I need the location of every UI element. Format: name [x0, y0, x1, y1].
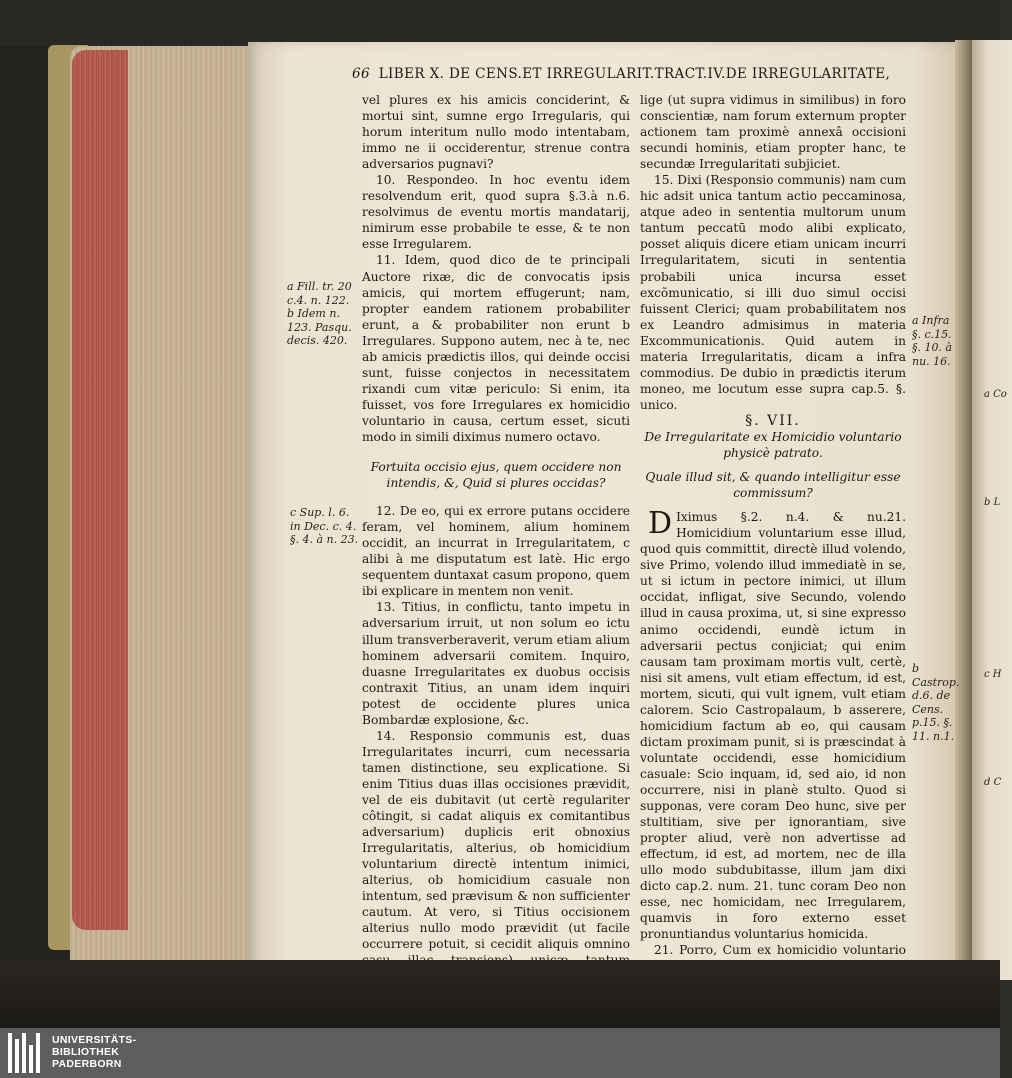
red-sprinkled-edge	[72, 50, 128, 930]
facing-page-margin-text: b L	[984, 497, 1001, 508]
right-text-column	[640, 92, 906, 1007]
paragraph-with-drop-cap	[640, 506, 906, 942]
paragraph: 11. Idem, quod dico de te principali Auctore rixæ, dic de convocatis ipsis amicis, qui mortem effugerunt; nam, propter eandem rationem probabiliter erunt, a & probabiliter non erunt b Irregulares. Suppono autem, nec à te, nec ab amicis prædictis illos, qui deinde occisi sunt, fuisse conjectos in necessitatem rixandi cum vitæ periculo: Si enim, ita fuisset, vos fore Irregulares ex homicidio voluntario in causa, certum esset, sicuti modo in simili diximus numero octavo.	[362, 253, 630, 444]
section-heading: De Irregularitate ex Homicidio voluntario physicè patrato.	[644, 429, 902, 461]
paragraph: 14. Responsio communis est, duas Irregularitates incurri, cum necessaria tamen distinctione, seu explicatione. Si enim Titius duas illas occisiones prævidit, vel de eis dubitavit (ut certè regulariter côtingit, si cadat aliquis ex comitantibus adversarium) duplicis erit obnoxius Irregularitatis, alterius, ob homicidium voluntarium directè intentum inimici, alterius, ob homicidium casuale non intentum, sed prævisum & non sufficienter cautum. At vero, si Titius occisionem alterius nullo modo prævidit (ut facile occurrere potuit, si cecidit aliquis omnino	[362, 728, 630, 952]
paragraph: 21. Porro, Cum ex homicidio voluntario	[654, 943, 906, 958]
recto-page-edge	[972, 40, 1012, 980]
paragraph: vel plures ex his amicis conciderint, & mortui sint, sumne ergo Irregularis, qui horum interitum nullo modo intentabam, immo ne ii occiderentur, strenue contra adversarios pugnavi?	[362, 93, 630, 172]
paragraph-text: Iximus §.2. n.4. & nu.21. Homicidium voluntarium esse illud, quod quis committit, directè illud volendo, sive Primo, volendo illud immediatè in se, ut si ictum in pectore inimici, ut illum occidat, infligat, sive Secundo, volendo illud in causa proxima, ut, si sine expresso animo occidendi, eundè ictum in adversarii pectus conjiciat; qui enim causam tam proximam mortis vult, certè, nisi sit amens, vult etiam effectum, id est, mortem, sicuti, qui vult ignem, vult etiam calorem. Scio Castropalaum, b asserere, homicidium factum ab eo, qui causam dictam proximam punit, si is præscindat à voluntate occidendi, esse homicidium casuale: Scio inquam, id, sed aio, id non occurrere, nisi in planè stulto. Quod si supponas, vere coram Deo hunc, sive per stultitiam, sive per ignorantiam, sive propter aliud, verè non advertisse ad effectum, id est, ad mortem, nec de illa ullo modo subdubitasse, illum jam dixi dicto cap.2. num. 21. tunc coram Deo non esse, nec homicidam, nec Irregularem, quamvis in foro externo esset pronuntiandus voluntarius homicida.	[640, 510, 906, 942]
section-number: §. VII.	[745, 412, 801, 429]
margin-note: c Sup. l. 6. in Dec. c. 4. §. 4. à n. 23.	[290, 506, 359, 546]
margin-note: a Fill. tr. 20 c.4. n. 122. b Idem n. 123. Pasqu. decis. 420.	[287, 280, 352, 347]
facing-page-margin-text: a Co	[984, 389, 1007, 400]
paragraph: 10. Respondeo. In hoc eventu idem resolvendum erit, quod supra §.3.à n.6. resolvimus de eventu mortis mandatarij, nimirum esse probabile te esse, & te non esse Irregularem.	[362, 173, 630, 252]
paragraph: 12. De eo, qui ex errore putans occidere feram, vel hominem, alium hominem occidit, an incurrat in Irregularitatem, c alibi à me disputatum est latè. Hic ergo sequentem duntaxat casum propono, quem ibi explicare in mentem non venit.	[362, 504, 630, 599]
facing-page-margin-text: d C	[984, 777, 1002, 788]
library-name: UNIVERSITÄTS- BIBLIOTHEK PADERBORN	[52, 1034, 137, 1070]
background	[0, 0, 1000, 46]
running-head	[352, 66, 912, 82]
running-title: LIBER X. DE CENS.ET IRREGULARIT.TRACT.IV.DE IRREGULARITATE,	[378, 66, 891, 82]
section-heading: Fortuita occisio ejus, quem occidere non intendis, &, Quid si plures occidas?	[370, 460, 622, 491]
facing-page-margin-text: c H	[984, 669, 1002, 680]
margin-note: b Castrop. d.6. de Cens. p.15. §. 11. n.1.	[912, 662, 960, 743]
section-subheading: Quale illud sit, & quando intelligitur esse commissum?	[645, 470, 901, 501]
left-text-column	[362, 92, 630, 1017]
drop-cap: D	[648, 506, 673, 542]
library-footer-banner	[0, 1028, 1000, 1078]
margin-note: a Infra §. c.15. §. 10. à nu. 16.	[912, 314, 953, 368]
paragraph: lige (ut supra vidimus in similibus) in foro conscientiæ, nam forum externum propter actionem tam proximè annexâ occisioni secundi hominis, etiam propter hanc, te secundæ Irregularitati subjiciet.	[640, 93, 906, 172]
paragraph: 13. Titius, in conflictu, tanto impetu in adversarium irruit, ut non solum eo ictu illum transverberaverit, verum etiam alium hominem adversarii comitem. Inquiro, duasne Irregularitates ex duobus occisis contraxit Titius, an unam idem inquiri potest de occidente plures unica Bombardæ explosione, &c.	[362, 600, 630, 727]
page-number: 66	[352, 66, 370, 82]
library-logo-icon	[6, 1033, 46, 1073]
background-bottom	[0, 960, 1000, 1028]
paragraph: 15. Dixi (Responsio communis) nam cum hic adsit unica tantum actio peccaminosa, atque adeo in sententia multorum unum tantum peccatū modo alibi explicato, posset aliquis dicere etiam unicam incurri Irregularitatem, sicuti in sententia probabili unica incursa esset excõmunicatio, si illi duo simul occisi fuissent Clerici; quam probabilitatem nos ex Leandro admisimus in materia Excommunicationis. Quid autem in materia Irregularitatis, dicam a infra commodius. De dubio in prædictis iterum moneo, me locutum esse supra cap.5. §. unico.	[640, 173, 906, 412]
